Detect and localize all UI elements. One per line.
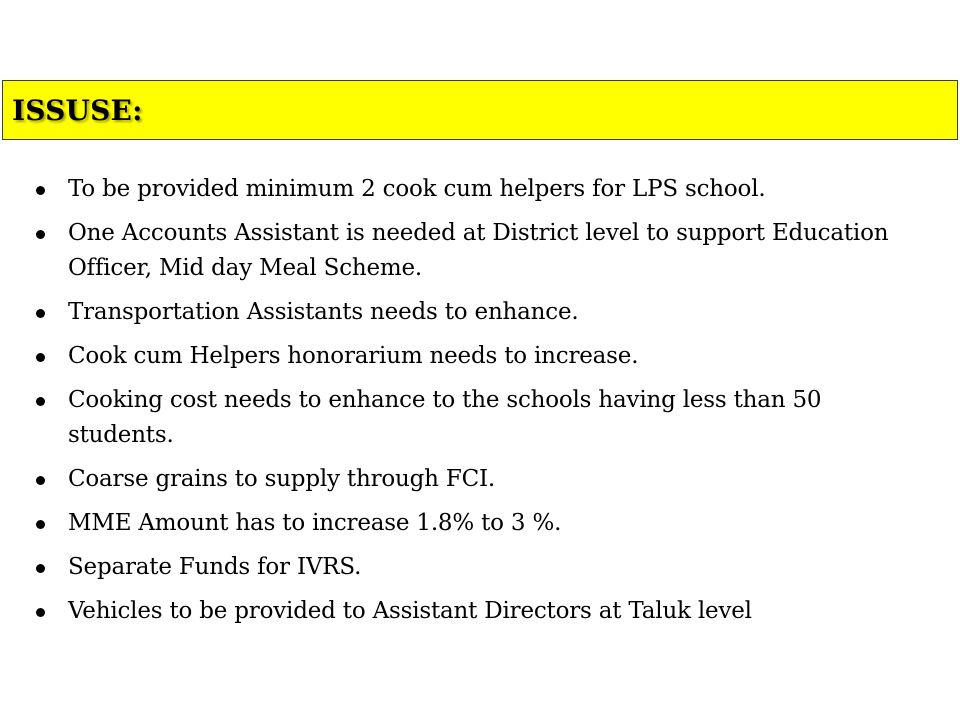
bullet-dot-icon xyxy=(36,520,45,529)
bullet-text: Separate Funds for IVRS. xyxy=(68,554,362,580)
list-item xyxy=(36,339,926,374)
bullet-text: Transportation Assistants needs to enhance. xyxy=(68,299,579,325)
list-item xyxy=(36,462,926,497)
bullet-text: MME Amount has to increase 1.8% to 3 %. xyxy=(68,510,562,536)
bullet-text: Coarse grains to supply through FCI. xyxy=(68,466,496,492)
bullet-dot-icon xyxy=(36,564,45,573)
bullet-dot-icon xyxy=(36,397,45,406)
bullet-dot-icon xyxy=(36,608,45,617)
slide-title: ISSUSE: xyxy=(12,94,143,127)
bullet-text: To be provided minimum 2 cook cum helpers for LPS school. xyxy=(68,176,766,202)
bullet-text: Cook cum Helpers honorarium needs to increase. xyxy=(68,343,639,369)
list-item xyxy=(36,506,926,541)
list-item xyxy=(36,550,926,585)
list-item xyxy=(36,383,926,453)
list-item xyxy=(36,172,926,207)
list-item xyxy=(36,216,926,286)
bullet-text: One Accounts Assistant is needed at District level to support Education Officer, Mid day Meal Scheme. xyxy=(68,220,889,281)
bullet-text: Vehicles to be provided to Assistant Directors at Taluk level xyxy=(68,598,752,624)
bullet-text: Cooking cost needs to enhance to the schools having less than 50 students. xyxy=(68,387,822,448)
bullet-dot-icon xyxy=(36,309,45,318)
bullet-list xyxy=(36,172,926,638)
bullet-dot-icon xyxy=(36,230,45,239)
title-banner xyxy=(2,80,958,140)
list-item xyxy=(36,594,926,629)
list-item xyxy=(36,295,926,330)
bullet-dot-icon xyxy=(36,353,45,362)
bullet-dot-icon xyxy=(36,476,45,485)
bullet-dot-icon xyxy=(36,186,45,195)
